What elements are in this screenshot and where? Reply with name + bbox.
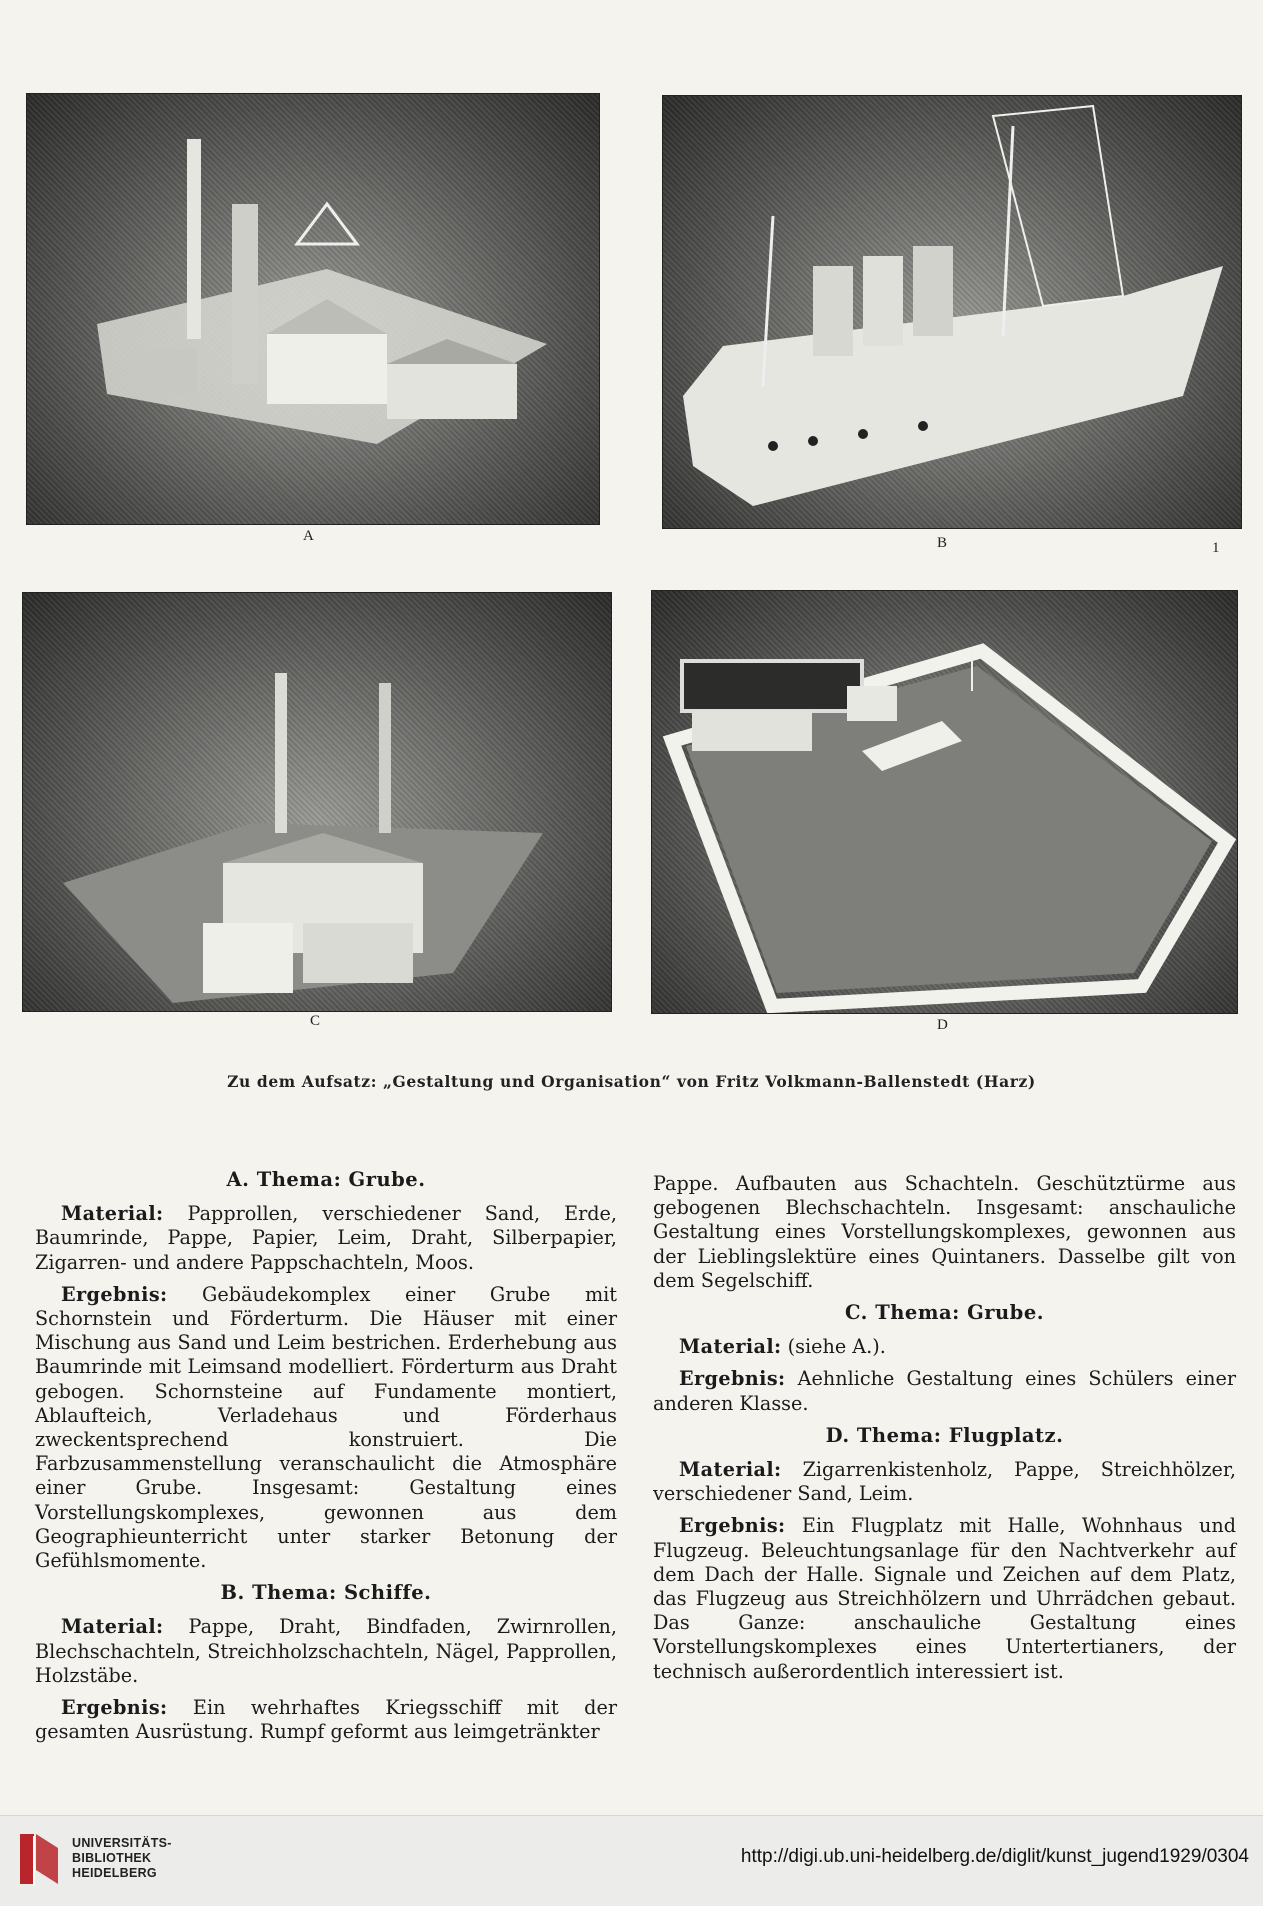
- label-d-material: Material:: [679, 1458, 782, 1482]
- paragraph-b-ergebnis: [35, 1696, 617, 1744]
- heading-a: A. Thema: Grube.: [226, 1168, 426, 1191]
- right-column: [653, 1172, 1236, 1692]
- photo-d: [651, 590, 1238, 1014]
- library-name-line3: HEIDELBERG: [72, 1866, 157, 1880]
- library-name-line2: BIBLIOTHEK: [72, 1851, 152, 1865]
- heading-d: D. Thema: Flugplatz.: [825, 1423, 1064, 1447]
- text-d-material: Zigarrenkistenholz, Pappe, Streichhölzer, verschiedener Sand, Leim.: [653, 1458, 1236, 1506]
- text-b-material: Pappe, Draht, Bindfaden, Zwirnrollen, Blechschachteln, Streichholzschachteln, Nägel, Papprollen, Holzstäbe.: [35, 1615, 617, 1687]
- paragraph-a-material: [35, 1202, 617, 1275]
- heading-b: B. Thema: Schiffe.: [220, 1581, 432, 1605]
- label-c-ergebnis: Ergebnis:: [679, 1367, 786, 1391]
- label-b-ergebnis: Ergebnis:: [61, 1696, 168, 1720]
- mine-model-c-illustration: [23, 593, 611, 1011]
- label-d-ergebnis: Ergebnis:: [679, 1514, 786, 1538]
- text-c-ergebnis: Aehnliche Gestaltung eines Schülers einer anderen Klasse.: [653, 1367, 1236, 1415]
- figure-caption: Zu dem Aufsatz: „Gestaltung und Organisation“ von Fritz Volkmann-Ballenstedt (Harz): [227, 1072, 1036, 1091]
- paragraph-b-continuation: Pappe. Aufbauten aus Schachteln. Geschütztürme aus gebogenen Blechschachteln. Insgesamt: anschauliche Gestaltung eines Vorstellungskomplexes, gewonnen aus der Lieblingslektüre eines Quintaners. Dasselbe gilt von dem Segelschiff.: [653, 1172, 1236, 1292]
- label-a-material: Material:: [61, 1202, 164, 1226]
- library-name-line1: UNIVERSITÄTS-: [72, 1836, 172, 1850]
- margin-mark: 1: [1212, 540, 1220, 556]
- photo-label-c: C: [310, 1013, 321, 1029]
- label-b-material: Material:: [61, 1615, 164, 1639]
- paragraph-d-ergebnis: [653, 1514, 1236, 1683]
- text-c-material: (siehe A.).: [781, 1335, 886, 1359]
- text-a-material: Papprollen, verschiedener Sand, Erde, Baumrinde, Pappe, Papier, Leim, Draht, Silberpapier, Zigarren- und andere Pappschachteln, Moos.: [35, 1202, 617, 1274]
- paragraph-d-material: [653, 1458, 1236, 1506]
- university-library-logo-icon: [14, 1828, 64, 1890]
- paragraph-a-ergebnis: [35, 1283, 617, 1573]
- source-url-link[interactable]: http://digi.ub.uni-heidelberg.de/diglit/kunst_jugend1929/0304: [740, 1846, 1249, 1867]
- text-a-ergebnis: Gebäudekomplex einer Grube mit Schornstein und Förderturm. Die Häuser mit einer Mischung aus Sand und Leim bestrichen. Erderhebung aus Baumrinde mit Leimsand modelliert. Förderturm aus Draht gebogen. Schornsteine auf Fundamente montiert, Ablaufteich, Verladehaus und Förderhaus zweckentsprechend konstruiert. Die Farbzusammenstellung veranschaulicht die Atmosphäre einer Grube. Insgesamt: Gestaltung eines Vorstellungskomplexes, gewonnen aus dem Geographieunterricht unter starker Betonung der Gefühlsmomente.: [35, 1282, 617, 1573]
- photo-label-b: B: [937, 535, 948, 551]
- photo-label-a: A: [303, 528, 314, 544]
- label-c-material: Material:: [679, 1335, 782, 1359]
- photo-label-d: D: [937, 1017, 948, 1033]
- airfield-model-d-illustration: [652, 591, 1237, 1013]
- paragraph-b-material: [35, 1615, 617, 1688]
- photo-b: [662, 95, 1242, 529]
- left-column: [35, 1162, 617, 1752]
- photo-c: [22, 592, 612, 1012]
- footer-bar: [0, 1815, 1263, 1906]
- warship-model-b-illustration: [663, 96, 1241, 528]
- paragraph-c-ergebnis: [653, 1367, 1236, 1415]
- library-name[interactable]: [72, 1836, 172, 1881]
- heading-c: C. Thema: Grube.: [844, 1301, 1045, 1325]
- text-d-ergebnis: Ein Flugplatz mit Halle, Wohnhaus und Flugzeug. Beleuchtungsanlage für den Nachtverkehr auf dem Dach der Halle. Signale und Zeichen auf dem Platz, das Flugzeug aus Streichhölzern und Uhrrädchen gebaut. Das Ganze: anschauliche Gestaltung eines Vorstellungskomplexes eines Untertertianers, der technisch außerordentlich interessiert ist.: [653, 1514, 1236, 1683]
- photo-a: [26, 93, 600, 525]
- mine-model-a-illustration: [27, 94, 599, 524]
- text-b-ergebnis: Ein wehrhaftes Kriegsschiff mit der gesamten Ausrüstung. Rumpf geformt aus leimgetränkter: [35, 1696, 617, 1744]
- paragraph-c-material: [653, 1335, 1236, 1359]
- label-a-ergebnis: Ergebnis:: [61, 1282, 168, 1306]
